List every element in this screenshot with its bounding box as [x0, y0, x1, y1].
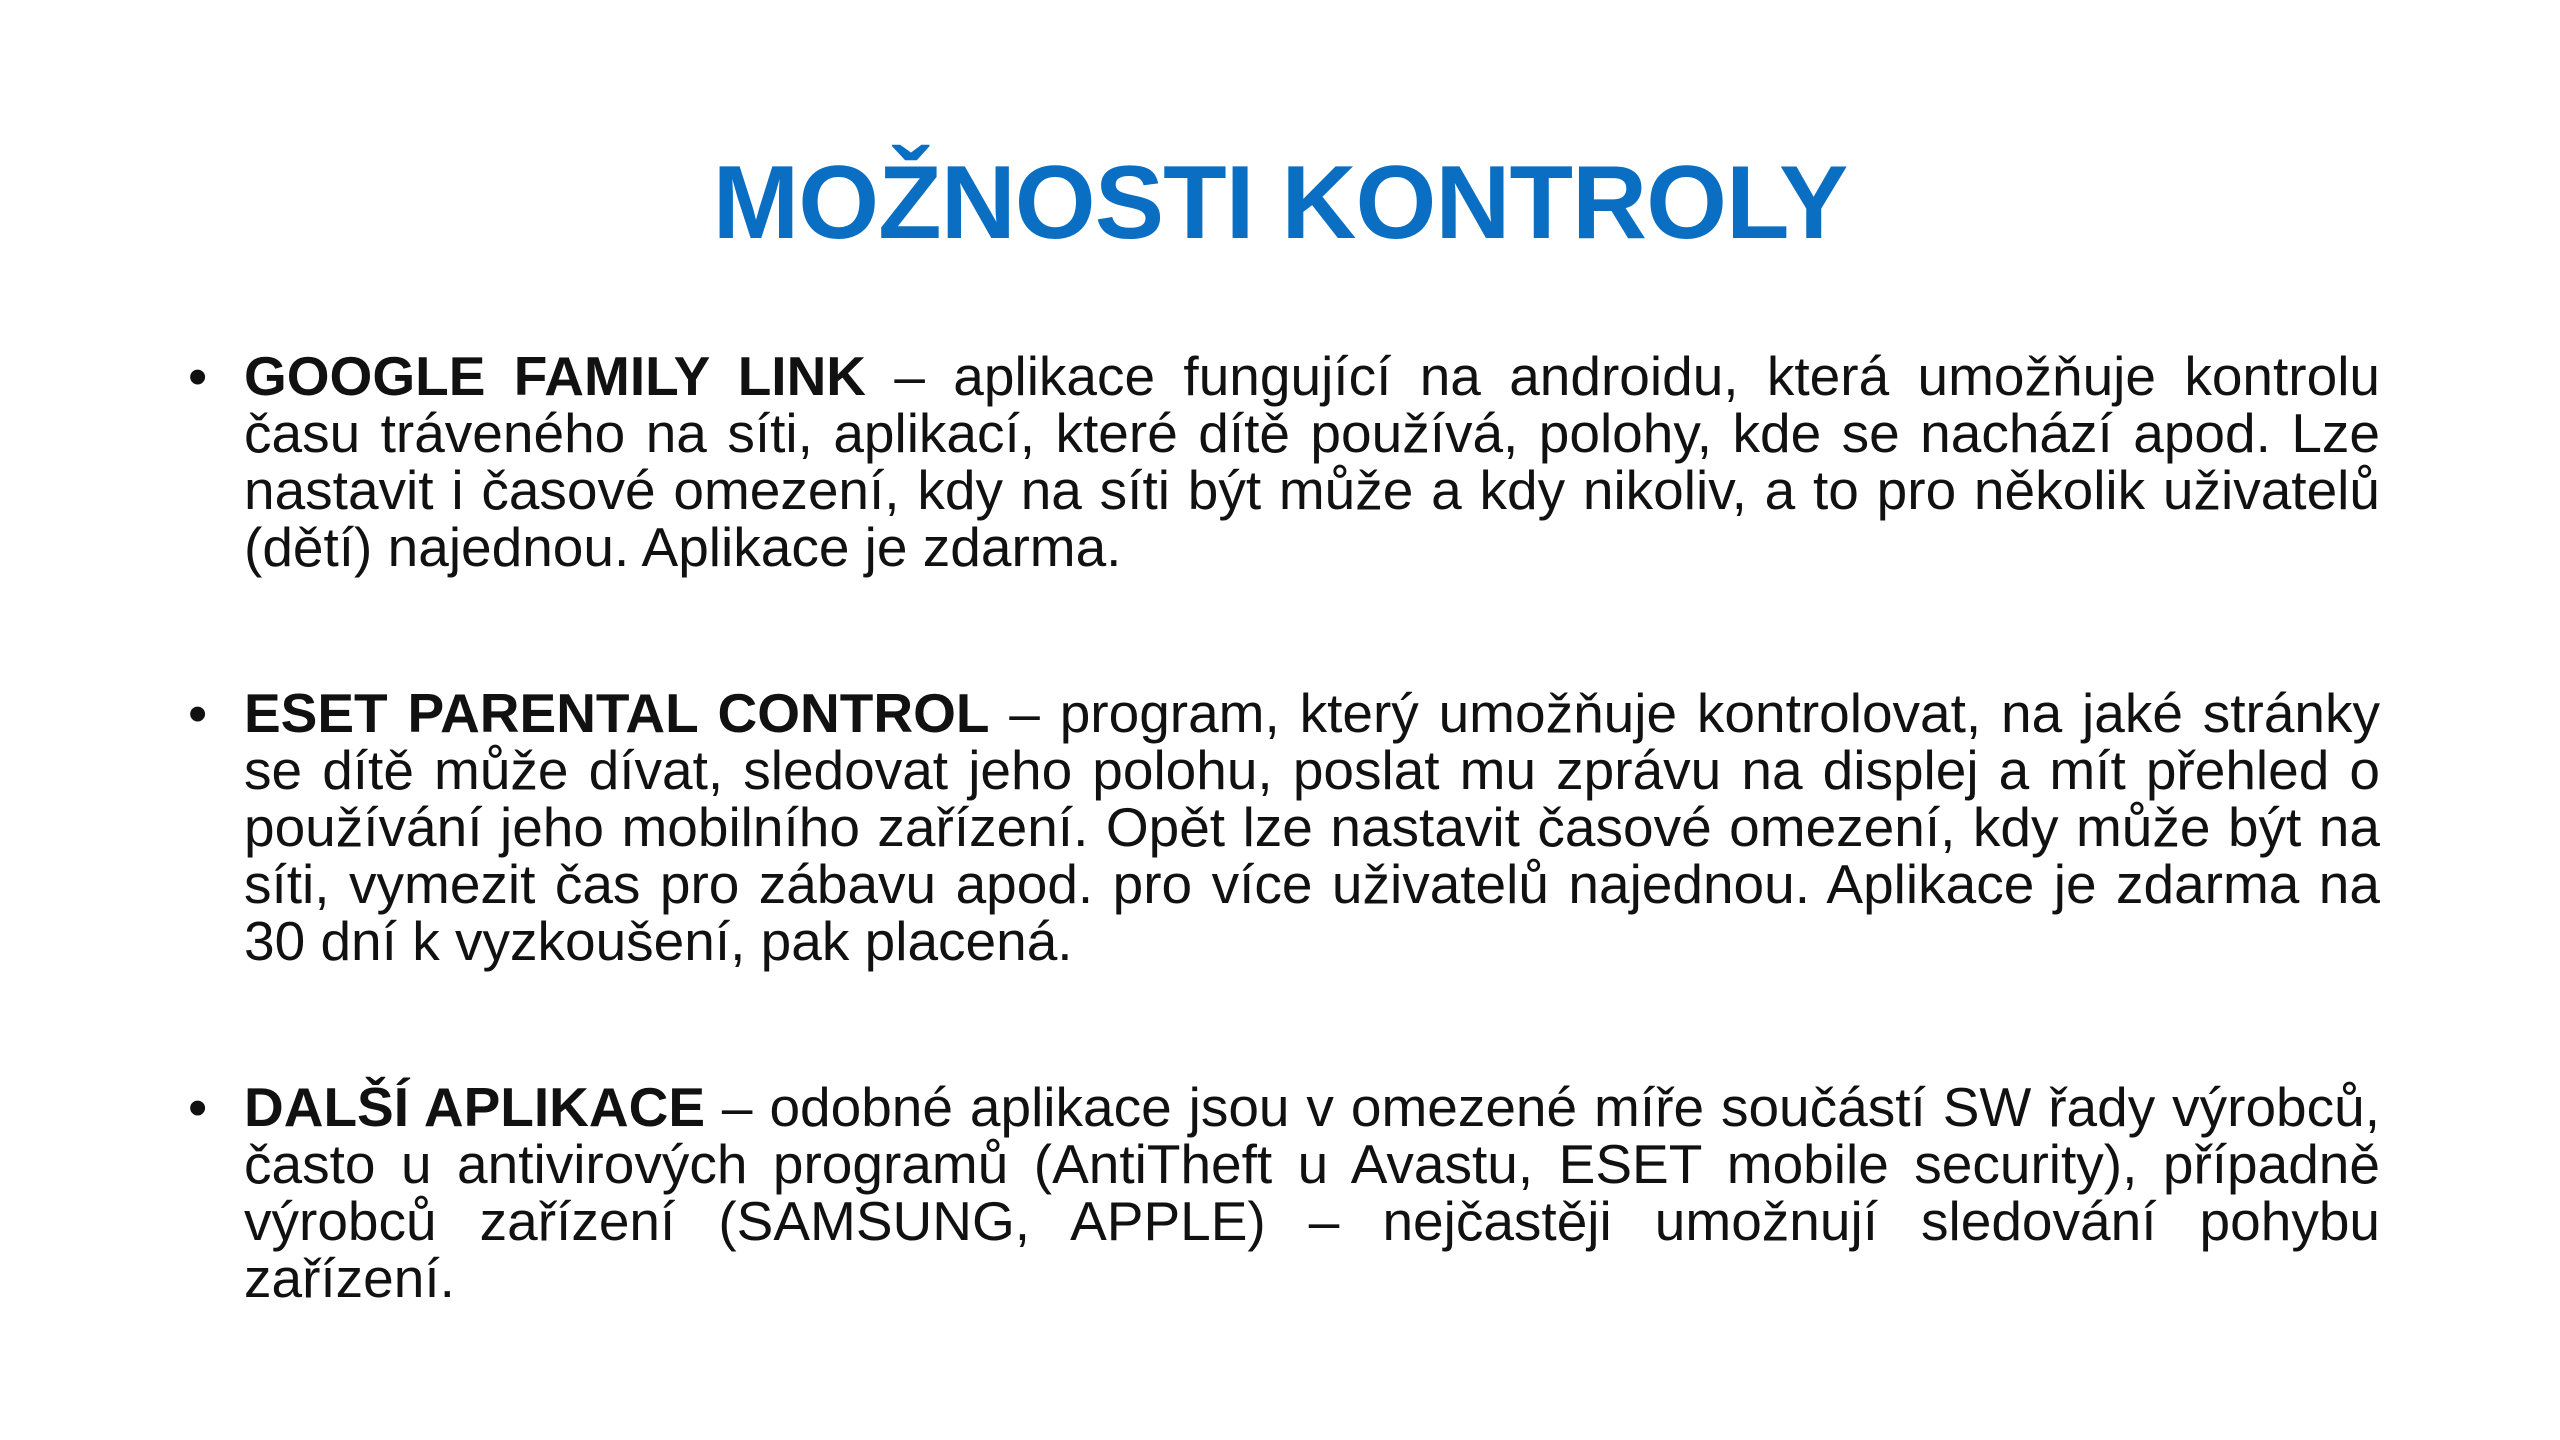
bullet-item-dalsi-aplikace [188, 1076, 2380, 1309]
bullet-item-eset-parental-control [188, 682, 2381, 972]
bullet-item-google-family-link [188, 345, 2381, 578]
bullet-term: GOOGLE FAMILY LINK [244, 345, 867, 407]
bullet-icon: • [188, 1076, 208, 1138]
bullet-list [188, 345, 2381, 1309]
bullet-text: – program, který umožňuje kontrolovat, na jaké stránky se dítě může dívat, sledovat jeho polohu, poslat mu zprávu na displej a mít přehled o používání jeho mobilního zařízení. Opět lze nastavit časové omezení, kdy může být na síti, vymezit čas pro zábavu apod. pro více uživatelů najednou. Aplikace je zdarma na 30 dní k vyzkoušení, pak placená. [244, 682, 2381, 972]
bullet-icon: • [188, 682, 208, 744]
bullet-icon: • [188, 345, 208, 407]
slide-title: MOŽNOSTI KONTROLY [712, 145, 1848, 261]
bullet-text: – odobné aplikace jsou v omezené míře součástí SW řady výrobců, často u antivirových programů (AntiTheft u Avastu, ESET mobile security), případně výrobců zařízení (SAMSUNG, APPLE) – nejčastěji umožnují sledování pohybu zařízení. [244, 1076, 2380, 1309]
bullet-text: – aplikace fungující na androidu, která umožňuje kontrolu času tráveného na síti, aplikací, které dítě používá, polohy, kde se nachází apod. Lze nastavit i časové omezení, kdy na síti být může a kdy nikoliv, a to pro několik uživatelů (dětí) najednou. Aplikace je zdarma. [244, 345, 2381, 578]
bullet-term: ESET PARENTAL CONTROL [244, 682, 990, 744]
bullet-term: DALŠÍ APLIKACE [244, 1076, 706, 1138]
